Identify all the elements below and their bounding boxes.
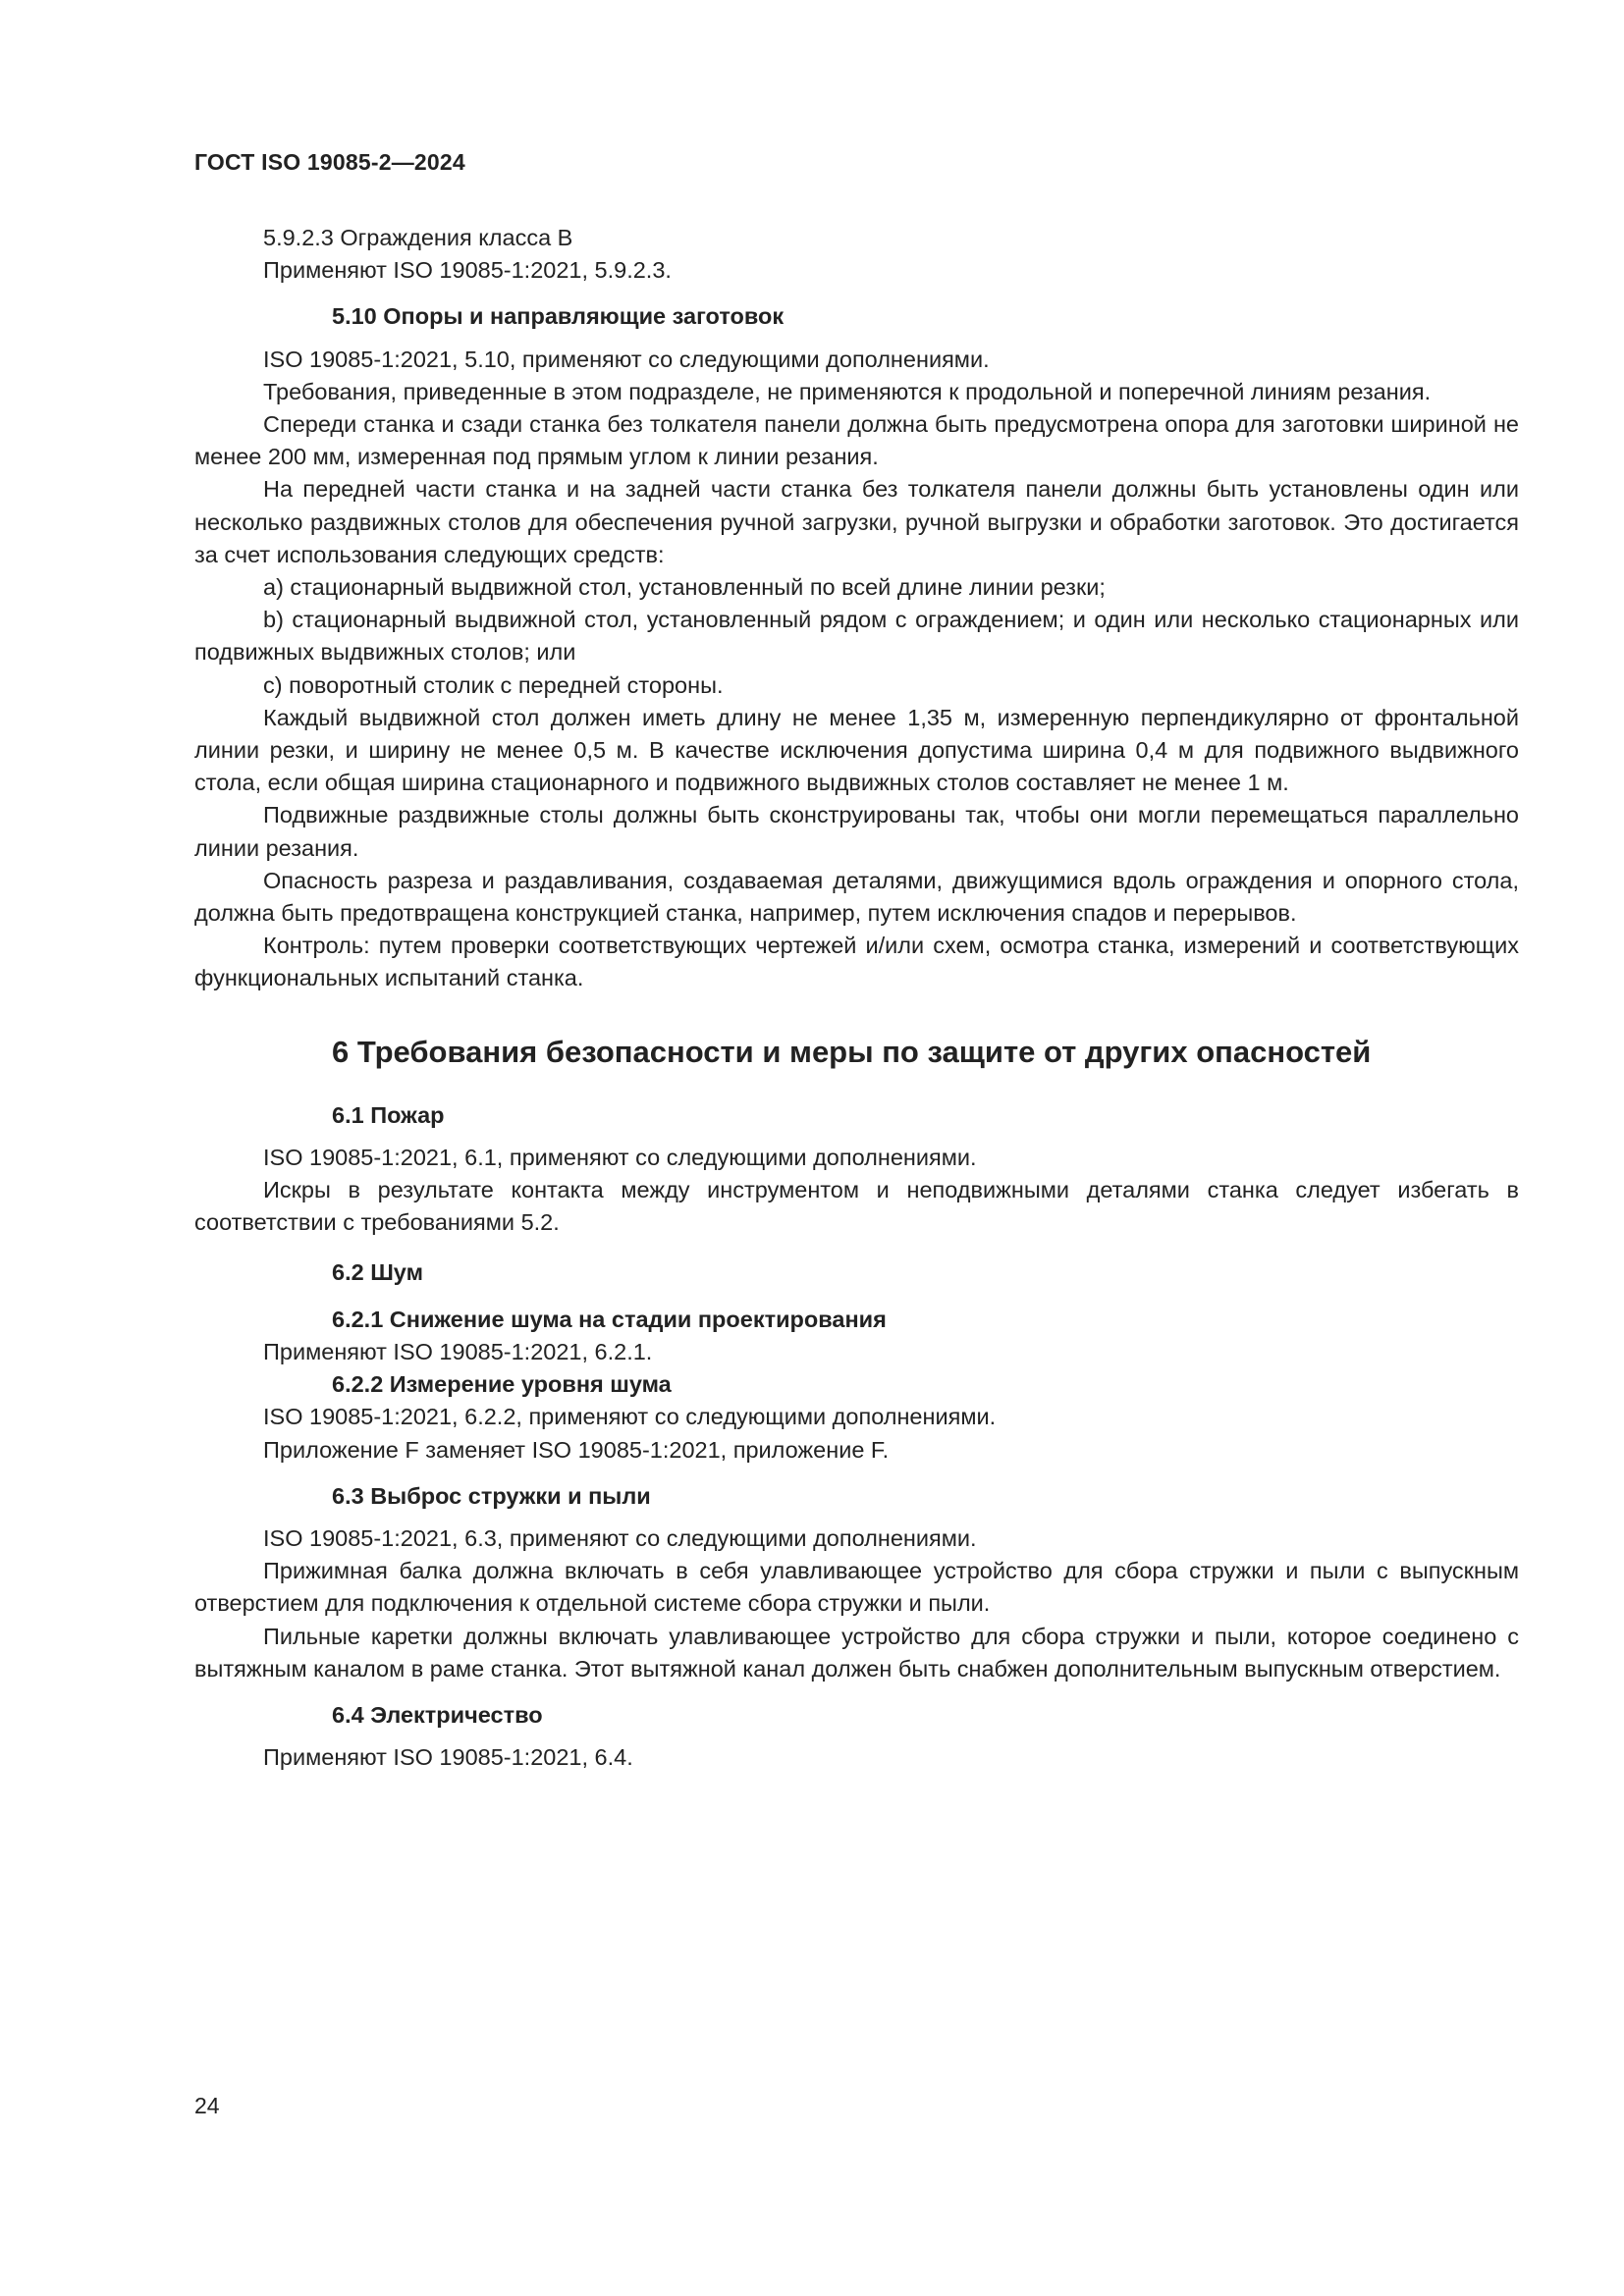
paragraph: Применяют ISO 19085-1:2021, 6.2.1.: [263, 1338, 653, 1364]
clause-5-10-title: 5.10 Опоры и направляющие заготовок: [332, 303, 785, 330]
paragraph: На передней части станка и на задней части станка без толкателя панели должны быть установлены один или несколько раздвижных столов для обеспечения ручной загрузки, ручной выгрузки и обработки заготовок. Это достигается за счет использования следующих средств:: [194, 476, 1519, 567]
paragraph: Опасность разреза и раздавливания, создаваемая деталями, движущимися вдоль ограждения и опорного стола, должна быть предотвращена конструкцией станка, например, путем исключения спадов и перерывов.: [194, 867, 1519, 927]
clause-6-2-title: 6.2 Шум: [332, 1259, 423, 1286]
document-body: [194, 222, 1519, 1774]
paragraph: ISO 19085-1:2021, 6.2.2, применяют со следующими дополнениями.: [263, 1404, 997, 1430]
paragraph: Каждый выдвижной стол должен иметь длину не менее 1,35 м, измеренную перпендикулярно от фронтальной линии резки, и ширину не менее 0,5 м. В качестве исключения допустима ширина 0,4 м для подвижного выдвижного стола, если общая ширина стационарного и подвижного выдвижных столов составляет не менее 1 м.: [194, 704, 1519, 796]
paragraph: Требования, приведенные в этом подразделе, не применяются к продольной и поперечной линиям резания.: [263, 378, 1432, 404]
clause-6-2-2-title: 6.2.2 Измерение уровня шума: [332, 1371, 672, 1398]
paragraph: Спереди станка и сзади станка без толкателя панели должна быть предусмотрена опора для заготовки шириной не менее 200 мм, измеренная под прямым углом к линии резания.: [194, 411, 1519, 470]
clause-5-9-2-3-text: Применяют ISO 19085-1:2021, 5.9.2.3.: [263, 257, 672, 284]
paragraph: ISO 19085-1:2021, 5.10, применяют со следующими дополнениями.: [263, 346, 990, 372]
paragraph: Приложение F заменяет ISO 19085-1:2021, приложение F.: [263, 1436, 890, 1463]
paragraph: Подвижные раздвижные столы должны быть сконструированы так, чтобы они могли перемещаться параллельно линии резания.: [194, 802, 1519, 861]
clause-6-2-1-title: 6.2.1 Снижение шума на стадии проектирования: [332, 1306, 887, 1332]
clause-6-4-title: 6.4 Электричество: [332, 1701, 543, 1728]
paragraph: ISO 19085-1:2021, 6.1, применяют со следующими дополнениями.: [263, 1144, 977, 1170]
paragraph: Прижимная балка должна включать в себя улавливающее устройство для сбора стружки и пыли с выпускным отверстием для подключения к отдельной системе сбора стружки и пыли.: [194, 1558, 1519, 1617]
clause-5-9-2-3-title: 5.9.2.3 Ограждения класса В: [263, 225, 573, 250]
list-item: a) стационарный выдвижной стол, установленный по всей длине линии резки;: [263, 574, 1106, 601]
paragraph: Контроль: путем проверки соответствующих чертежей и/или схем, осмотра станка, измерений и соответствующих функциональных испытаний станка.: [194, 933, 1519, 991]
paragraph: Искры в результате контакта между инструментом и неподвижными деталями станка следует избегать в соответствии с требованиями 5.2.: [194, 1177, 1519, 1236]
page-number: 24: [194, 2093, 220, 2118]
list-item: b) стационарный выдвижной стол, установленный рядом с ограждением; и один или несколько стационарных или подвижных выдвижных столов; или: [194, 607, 1519, 666]
paragraph: Применяют ISO 19085-1:2021, 6.4.: [263, 1744, 633, 1771]
section-6-title: 6 Требования безопасности и меры по защите от других опасностей: [332, 1034, 1372, 1069]
paragraph: ISO 19085-1:2021, 6.3, применяют со следующими дополнениями.: [263, 1524, 977, 1551]
clause-6-3-title: 6.3 Выброс стружки и пыли: [332, 1482, 651, 1509]
clause-6-1-title: 6.1 Пожар: [332, 1101, 445, 1128]
document-header: ГОСТ ISO 19085-2—2024: [194, 149, 465, 175]
paragraph: Пильные каретки должны включать улавливающее устройство для сбора стружки и пыли, которое соединено с вытяжным каналом в раме станка. Этот вытяжной канал должен быть снабжен дополнительным выпускным отверстием.: [194, 1623, 1519, 1682]
list-item: c) поворотный столик с передней стороны.: [263, 671, 724, 698]
